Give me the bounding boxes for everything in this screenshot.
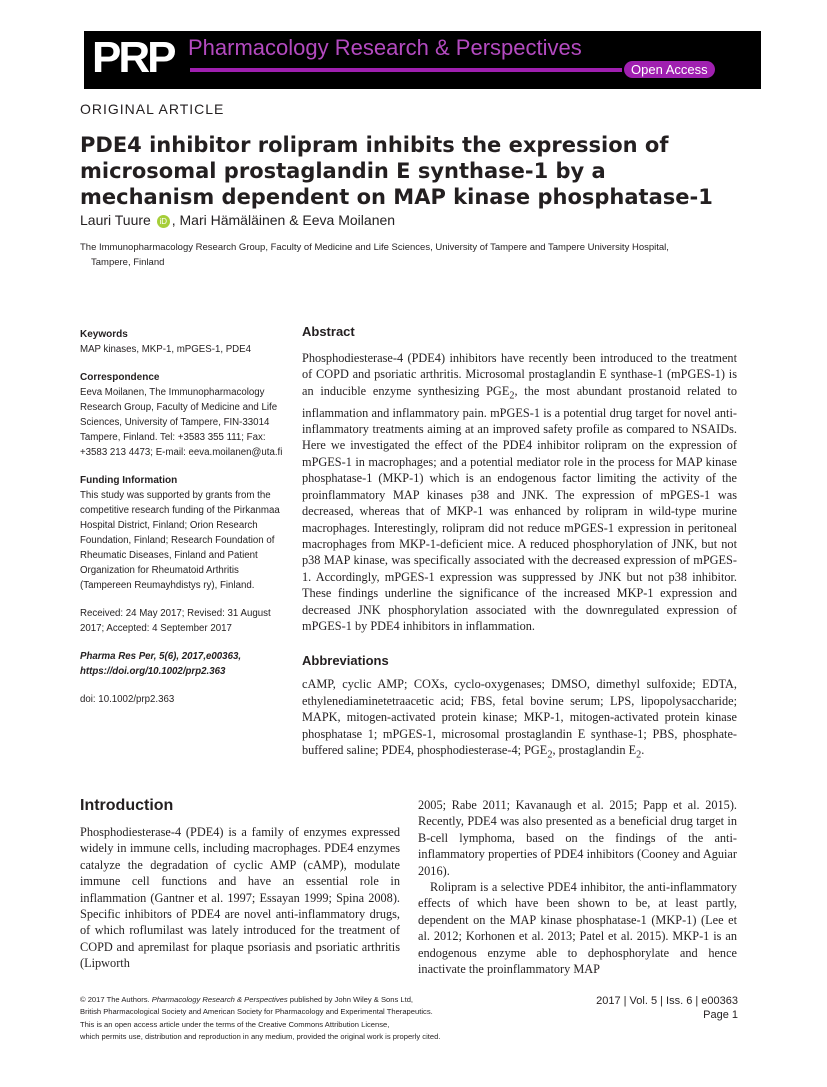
- open-access-badge: Open Access: [624, 61, 715, 78]
- funding-heading: Funding Information: [80, 475, 178, 486]
- funding: This study was supported by grants from the competitive research funding of the Pirkanmaa Hospital District, Finland; Orion Research Foundation, Finland; Research Foundation of Rheumatic Diseases, Finland and Patient Organization for Rheumatoid Arthritis (Tampereen Reumayhdistys ry), Finland.: [80, 490, 280, 591]
- introduction-left-column: [80, 797, 400, 972]
- journal-banner: [84, 31, 761, 89]
- journal-name: Pharmacology Research & Perspectives: [188, 35, 582, 60]
- introduction-right-column: [418, 797, 737, 977]
- journal-logo: PRP: [92, 33, 174, 82]
- authors: [80, 212, 395, 228]
- author-name[interactable]: Lauri Tuure: [80, 212, 151, 228]
- abbreviations-text: cAMP, cyclic AMP; COXs, cyclo-oxygenases; DMSO, dimethyl sulfoxide; EDTA, ethylenediaminetetraacetic acid; FBS, fetal bovine serum; LPS, lipopolysaccharide; MAPK, mitogen-activated protein kinase; MKP-1, mitogen-activated protein kinase phosphatase 1; mPGES-1, microsomal prostaglandin E synthase-1; PBS, phosphate-buffered saline; PDE4, phosphodiesterase-4; $PGE_2$, prostaglandin $E_2$.: [302, 677, 737, 761]
- affiliation-line: Tampere, Finland: [91, 257, 165, 268]
- keywords: MAP kinases, MKP-1, mPGES-1, PDE4: [80, 344, 252, 355]
- abbreviations-heading: Abbreviations: [302, 653, 389, 669]
- issue-line: 2017 | Vol. 5 | Iss. 6 | e00363: [596, 995, 738, 1007]
- article-type: ORIGINAL ARTICLE: [80, 101, 225, 117]
- banner-rule: [190, 68, 622, 72]
- correspondence: Eeva Moilanen, The Immunopharmacology Research Group, Faculty of Medicine and Life Sciences, University of Tampere, FIN-33014 Tampere, Finland. Tel: +3583 355 111; Fax: +3583 213 4473; E-mail: eeva.moilanen@uta.fi: [80, 387, 283, 458]
- affiliation: [80, 240, 720, 270]
- page-number: Page 1: [703, 1009, 738, 1021]
- article-title: PDE4 inhibitor rolipram inhibits the expression of microsomal prostaglandin E synthase-1 by a mechanism dependent on MAP kinase phosphatase-1: [80, 133, 713, 209]
- article-info-sidebar: [80, 327, 290, 720]
- doi[interactable]: doi: 10.1002/prp2.363: [80, 694, 175, 705]
- issue-info: [560, 994, 738, 1022]
- keywords-heading: Keywords: [80, 329, 128, 340]
- correspondence-heading: Correspondence: [80, 372, 160, 383]
- author-names: , Mari Hämäläinen & Eeva Moilanen: [171, 212, 396, 228]
- abstract-section: [302, 324, 737, 764]
- license-footer: © 2017 The Authors. Pharmacology Research & Perspectives published by John Wiley & Sons Ltd, British Pharmacological Society and American Society for Pharmacology and Experimental Therapeutics. This is an open access article under the terms of the Creative Commons Attribution License, which permits use, distribution and reproduction in any medium, provided the original work is properly cited.: [80, 995, 441, 1042]
- introduction-heading: Introduction: [80, 797, 174, 814]
- abstract-text: Phosphodiesterase-4 (PDE4) inhibitors have recently been introduced to the treatment of COPD and psoriatic arthritis. Microsomal prostaglandin E synthase-1 (mPGES-1) is an inducible enzyme synthesizing $PGE_2$, the most abundant prostanoid related to inflammation and inflammatory pain. mPGES-1 is a potential drug target for novel anti-inflammatory treatments aiming at an improved safety profile as compared to NSAIDs. Here we investigated the effect of the PDE4 inhibitor rolipram on the expression of mPGES-1 in macrophages; and a potential mediator role in the process for MAP kinase phosphatase-1 (MKP-1) which is an endogenous factor limiting the activity of the proinflammatory MAP kinases p38 and JNK. The expression of mPGES-1 was decreased, whereas that of MKP-1 was enhanced by rolipram in wild-type murine macrophages. Interestingly, rolipram did not reduce mPGES-1 expression in peritoneal macrophages from MKP-1-deficient mice. A reduced phosphorylation of JNK, but not p38 MAP kinase, was specifically associated with the decreased expression of mPGES-1. Accordingly, mPGES-1 expression was suppressed by JNK but not p38 inhibitor. These findings underline the significance of the increased MKP-1 expression and decreased JNK phosphorylation associated with the downregulated expression of mPGES-1 by PDE4 inhibitors in inflammation.: [302, 351, 737, 633]
- intro-paragraph: Phosphodiesterase-4 (PDE4) is a family of enzymes expressed widely in immune cells, including macrophages. PDE4 enzymes catalyze the degradation of cyclic AMP (cAMP), modulate immune cell functions and have an essential role in inflammation (Gantner et al. 1997; Essayan 1999; Spina 2008). Specific inhibitors of PDE4 are novel anti-inflammatory drugs, of which roflumilast was lately introduced for the treatment of COPD and apremilast for plaque psoriasis and psoriatic arthritis (Lipworth: [80, 825, 400, 971]
- dates: Received: 24 May 2017; Revised: 31 August 2017; Accepted: 4 September 2017: [80, 608, 271, 634]
- abstract-heading: Abstract: [302, 324, 355, 339]
- orcid-icon[interactable]: iD: [157, 215, 170, 228]
- intro-paragraph: 2005; Rabe 2011; Kavanaugh et al. 2015; Papp et al. 2015). Recently, PDE4 was also presented as a beneficial drug target in B-cell lymphoma, based on the findings of the anti-inflammatory properties of PDE4 inhibitors (Cooney and Aguiar 2016).: [418, 798, 737, 878]
- affiliation-line: The Immunopharmacology Research Group, Faculty of Medicine and Life Sciences, University of Tampere and Tampere University Hospital,: [80, 242, 669, 253]
- citation-link[interactable]: Pharma Res Per, 5(6), 2017,e00363, https://doi.org/10.1002/prp2.363: [80, 651, 242, 677]
- intro-paragraph: Rolipram is a selective PDE4 inhibitor, the anti-inflammatory effects of which have been shown to be, at least partly, dependent on the MAP kinase phosphatase-1 (MKP-1) (Lee et al. 2012; Korhonen et al. 2013; Patel et al. 2015). MKP-1 is an endogenous enzyme able to dephosphorylate and hence inactivate the proinflammatory MAP: [418, 880, 737, 977]
